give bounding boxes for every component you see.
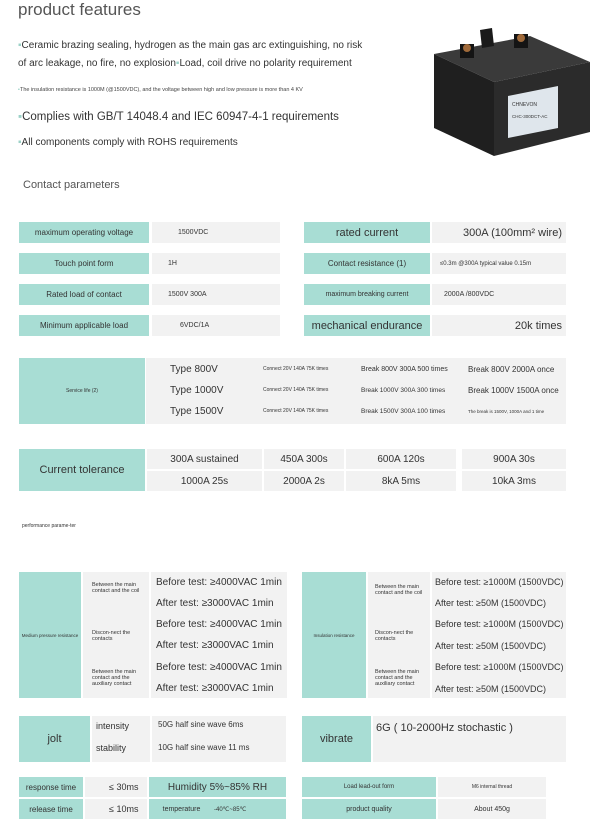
service-type: Type 1000V bbox=[170, 384, 224, 396]
insulation-group: Between the main contact and the coil bbox=[375, 584, 423, 596]
param-label: maximum operating voltage bbox=[19, 222, 149, 243]
param-value: 2000A /800VDC bbox=[432, 284, 566, 305]
leadout-label: Load lead-out form bbox=[302, 777, 436, 797]
param-value: 1H bbox=[152, 253, 280, 274]
response-time-label: response time bbox=[19, 777, 83, 797]
param-value: 1500VDC bbox=[152, 222, 280, 243]
release-time-value: ≤ 10ms bbox=[85, 799, 147, 819]
insulation-group: Discon-nect the contacts bbox=[375, 630, 414, 642]
humidity: Humidity 5%~85% RH bbox=[149, 777, 286, 797]
tolerance-value: 1000A 25s bbox=[147, 471, 262, 491]
vibrate-label: vibrate bbox=[302, 716, 371, 762]
tolerance-value: 8kA 5ms bbox=[346, 471, 456, 491]
vibrate-value: 6G ( 10-2000Hz stochastic ) bbox=[373, 716, 566, 762]
service-life-label: Service life (2) bbox=[19, 358, 145, 424]
feature-1b: of arc leakage, no fire, no explosion▪Load, coil drive no polarity requirement bbox=[18, 58, 352, 69]
service-connect: Connect 20V 140A 75K times bbox=[263, 366, 329, 372]
param-value: 1500V 300A bbox=[152, 284, 280, 305]
temperature-label: temperature bbox=[149, 799, 214, 819]
withstand-before: Before test: ≥4000VAC 1min bbox=[156, 576, 282, 588]
withstand-after: After test: ≥3000VAC 1min bbox=[156, 639, 274, 651]
feature-1: ▪Ceramic brazing sealing, hydrogen as the main gas arc extinguishing, no risk bbox=[18, 40, 363, 51]
service-break-max: Break 800V 2000A once bbox=[468, 364, 555, 374]
quality-label: product quality bbox=[302, 799, 436, 819]
tolerance-value: 2000A 2s bbox=[264, 471, 344, 491]
param-label: rated current bbox=[304, 222, 430, 243]
param-label: maximum breaking current bbox=[304, 284, 430, 305]
jolt-intensity-label: intensity bbox=[96, 721, 130, 731]
param-value: 6VDC/1A bbox=[152, 315, 280, 336]
jolt-label: jolt bbox=[19, 716, 90, 762]
page-title: product features bbox=[18, 0, 141, 19]
withstand-group: Between the main contact and the auxiliary contact bbox=[92, 669, 137, 687]
param-value: 20k times bbox=[432, 315, 566, 336]
feature-4: ▪All components comply with ROHS requirements bbox=[18, 137, 238, 148]
insulation-after: After test: ≥50M (1500VDC) bbox=[435, 684, 546, 694]
service-break: Break 800V 300A 500 times bbox=[361, 365, 448, 373]
insulation-before: Before test: ≥1000M (1500VDC) bbox=[435, 662, 564, 672]
withstand-group: Between the main contact and the coil bbox=[92, 582, 140, 594]
quality-value: About 450g bbox=[438, 799, 546, 819]
tolerance-value: 600A 120s bbox=[346, 449, 456, 469]
insulation-after: After test: ≥50M (1500VDC) bbox=[435, 598, 546, 608]
withstand-after: After test: ≥3000VAC 1min bbox=[156, 682, 274, 694]
withstand-group: Discon-nect the contacts bbox=[92, 630, 131, 642]
service-type: Type 800V bbox=[170, 363, 218, 375]
insulation-before: Before test: ≥1000M (1500VDC) bbox=[435, 577, 564, 587]
service-break: Break 1000V 300A 300 times bbox=[361, 386, 446, 394]
withstand-after: After test: ≥3000VAC 1min bbox=[156, 597, 274, 609]
insulation-after: After test: ≥50M (1500VDC) bbox=[435, 641, 546, 651]
param-label: Rated load of contact bbox=[19, 284, 149, 305]
service-break: Break 1500V 300A 100 times bbox=[361, 407, 446, 415]
param-label: Touch point form bbox=[19, 253, 149, 274]
jolt-intensity-value: 50G half sine wave 6ms bbox=[158, 719, 244, 729]
service-type: Type 1500V bbox=[170, 405, 224, 417]
insulation-before: Before test: ≥1000M (1500VDC) bbox=[435, 619, 564, 629]
insulation-group: Between the main contact and the auxiliary contact bbox=[375, 669, 420, 687]
feature-2: ▪The insulation resistance is 1000M (@1500VDC), and the voltage between high and low pressure is more than 4 KV bbox=[18, 87, 303, 93]
service-break-max: Break 1000V 1500A once bbox=[468, 385, 559, 395]
temperature-value: -40℃~85℃ bbox=[214, 799, 286, 819]
insulation-label: Insulation resistance bbox=[302, 572, 366, 698]
service-connect: Connect 20V 140A 75K times bbox=[263, 387, 329, 393]
response-time-value: ≤ 30ms bbox=[85, 777, 147, 797]
tolerance-value: 10kA 3ms bbox=[462, 471, 566, 491]
param-value: ≤0.3m @300A typical value 0.15m bbox=[432, 253, 566, 274]
param-label: mechanical endurance bbox=[304, 315, 430, 336]
tolerance-value: 450A 300s bbox=[264, 449, 344, 469]
feature-3: ▪Complies with GB/T 14048.4 and IEC 60947-4-1 requirements bbox=[18, 111, 339, 123]
param-value: 300A (100mm² wire) bbox=[432, 222, 566, 243]
tolerance-value: 900A 30s bbox=[462, 449, 566, 469]
relay-product-image bbox=[422, 24, 594, 164]
product-model: CHC-300DCT-AC bbox=[512, 114, 548, 119]
product-brand: CHNEVON bbox=[512, 102, 538, 108]
jolt-stability-label: stability bbox=[96, 743, 127, 753]
param-label: Minimum applicable load bbox=[19, 315, 149, 336]
withstand-label: Medium pressure resistance bbox=[19, 572, 81, 698]
tolerance-label: Current tolerance bbox=[19, 449, 145, 491]
contact-section-title: Contact parameters bbox=[23, 179, 120, 191]
release-time-label: release time bbox=[19, 799, 83, 819]
jolt-stability-value: 10G half sine wave 11 ms bbox=[158, 742, 250, 752]
withstand-before: Before test: ≥4000VAC 1min bbox=[156, 661, 282, 673]
performance-label: performance parame-ter bbox=[22, 523, 76, 529]
leadout-value: M6 internal thread bbox=[438, 777, 546, 797]
withstand-before: Before test: ≥4000VAC 1min bbox=[156, 618, 282, 630]
service-connect: Connect 20V 140A 75K times bbox=[263, 408, 329, 414]
service-break-max: The break is 1500V, 1000A and 1 time bbox=[468, 408, 545, 414]
tolerance-value: 300A sustained bbox=[147, 449, 262, 469]
param-label: Contact resistance (1) bbox=[304, 253, 430, 274]
